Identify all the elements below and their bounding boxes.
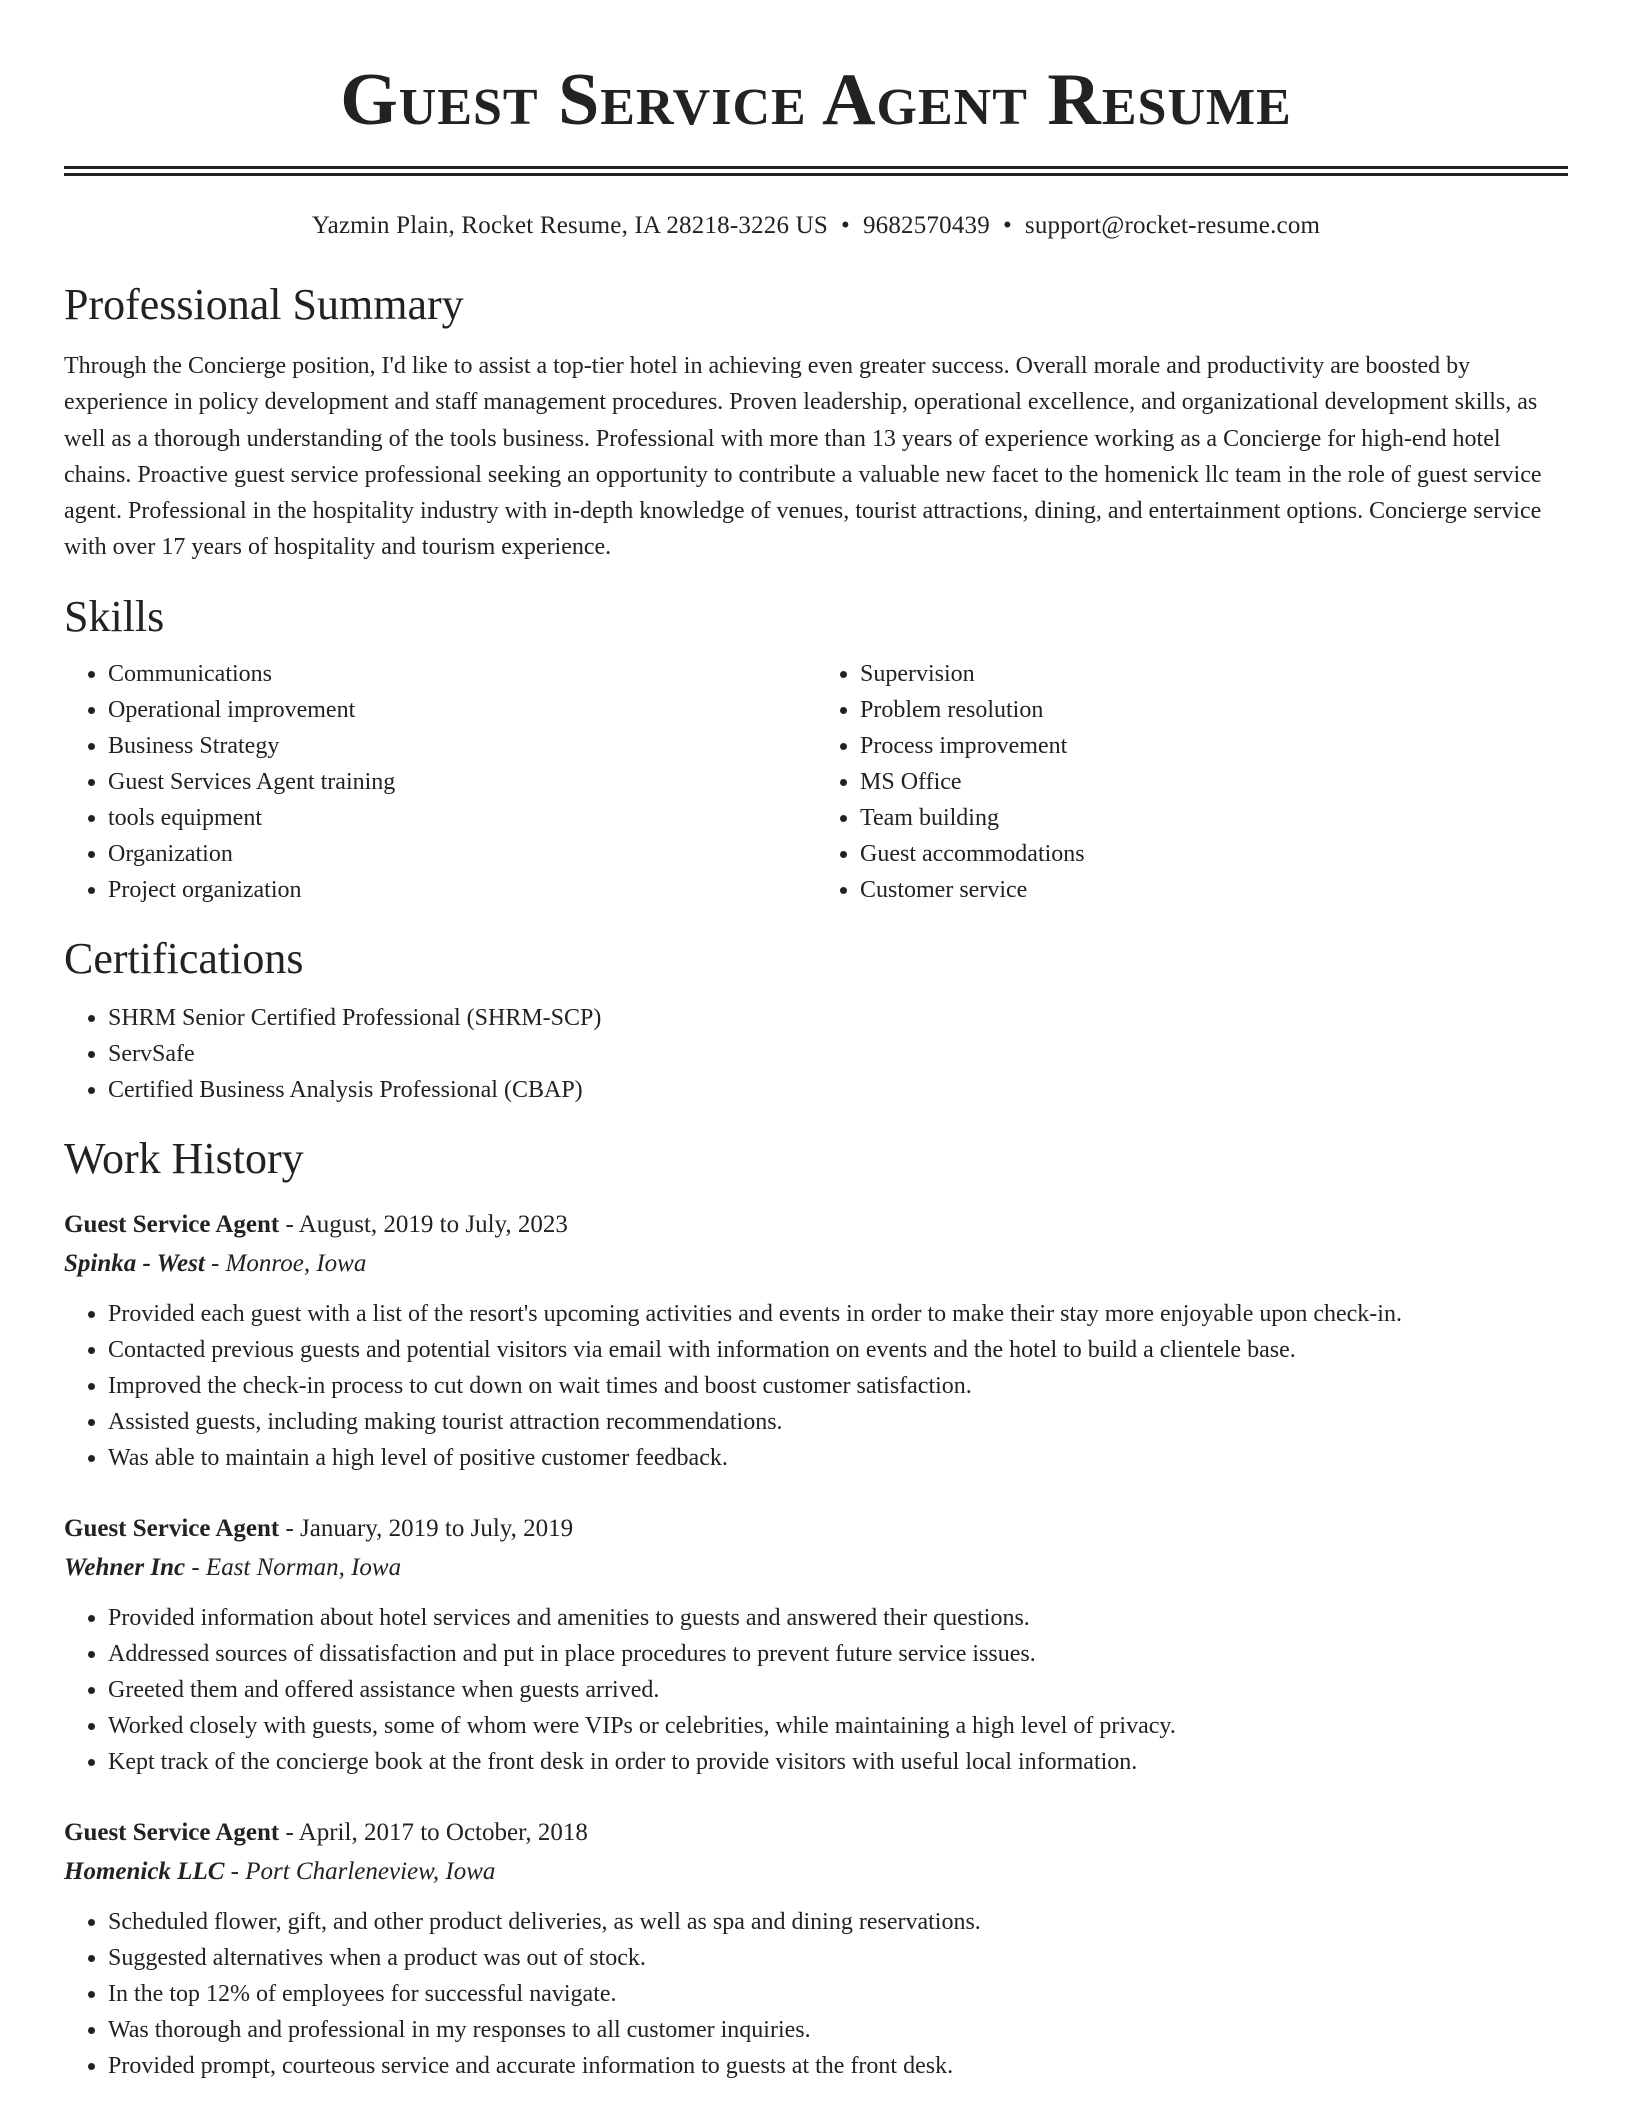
work-history-heading: Work History (64, 1133, 304, 1183)
certifications-list (64, 1000, 1568, 1108)
job-bullets (64, 1904, 1568, 2084)
job-bullet: • Assisted guests, including making tourist attraction recommendations. (108, 1404, 1568, 1440)
resume-title: Guest Service Agent Resume (340, 59, 1292, 141)
job-title: Guest Service Agent (64, 1514, 280, 1542)
skill-item: • Guest accommodations (860, 836, 1568, 872)
skill-item: • Team building (860, 800, 1568, 836)
certifications-heading: Certifications (64, 933, 304, 983)
job-bullet: • Greeted them and offered assistance when guests arrived. (108, 1672, 1568, 1708)
skills-left-list (64, 656, 816, 908)
skill-item: • Guest Services Agent training (108, 764, 816, 800)
contact-address: Yazmin Plain, Rocket Resume, IA 28218-3226 US (311, 212, 828, 239)
job-bullet: • Addressed sources of dissatisfaction and put in place procedures to prevent future service issues. (108, 1636, 1568, 1672)
certification-item: • SHRM Senior Certified Professional (SHRM-SCP) (108, 1000, 1568, 1036)
job-company-line (64, 1548, 1568, 1588)
job-company: Homenick LLC (64, 1857, 225, 1885)
skills-columns (64, 656, 1568, 908)
job-bullet: • Provided prompt, courteous service and accurate information to guests at the front desk. (108, 2048, 1568, 2084)
job-company-line (64, 1852, 1568, 1892)
job-title: Guest Service Agent (64, 1210, 280, 1238)
job-bullet: • Contacted previous guests and potential visitors via email with information on events and the hotel to build a clientele base. (108, 1332, 1568, 1368)
skill-item: • Business Strategy (108, 728, 816, 764)
skills-heading: Skills (64, 591, 165, 641)
job-bullet: • Suggested alternatives when a product was out of stock. (108, 1940, 1568, 1976)
skill-item: • Problem resolution (860, 692, 1568, 728)
job-bullet: • Was able to maintain a high level of positive customer feedback. (108, 1440, 1568, 1476)
job-bullet: • In the top 12% of employees for successful navigate. (108, 1976, 1568, 2012)
job-title-line (64, 1206, 1568, 1244)
title-double-rule (64, 166, 1568, 176)
certification-item: • Certified Business Analysis Professional (CBAP) (108, 1072, 1568, 1108)
summary-heading: Professional Summary (64, 280, 464, 329)
contact-phone: 9682570439 (862, 212, 990, 239)
skill-item: • Project organization (108, 872, 816, 908)
skill-item: • Communications (108, 656, 816, 692)
job-entry (64, 1206, 1568, 1476)
skill-item: • tools equipment (108, 800, 816, 836)
contact-email: support@rocket-resume.com (1024, 212, 1321, 239)
certification-item: • ServSafe (108, 1036, 1568, 1072)
job-location: - East Norman, Iowa (185, 1553, 402, 1581)
skills-right-list (816, 656, 1568, 908)
job-entry (64, 1814, 1568, 2084)
job-location: - Port Charleneview, Iowa (224, 1857, 496, 1885)
job-company: Spinka - West (64, 1249, 205, 1277)
summary-text: Through the Concierge position, I'd like to assist a top-tier hotel in achieving even greater success. Overall morale and productivity are boosted by experience in policy development and staff management procedures. Proven leadership, operational excellence, and organizational development skills, as well as a thorough understanding of the tools business. Professional with more than 13 years of experience working as a Concierge for high-end hotel chains. Proactive guest service professional seeking an opportunity to contribute a valuable new facet to the homenick llc team in the role of guest service agent. Professional in the hospitality industry with in-depth knowledge of venues, tourist attractions, dining, and entertainment options. Concierge service with over 17 years of hospitality and tourism experience. (64, 353, 1542, 561)
job-dates: - August, 2019 to July, 2023 (279, 1210, 568, 1238)
job-bullets (64, 1600, 1568, 1780)
job-location: - Monroe, Iowa (204, 1249, 367, 1277)
job-title-line (64, 1814, 1568, 1852)
job-bullet: • Provided information about hotel services and amenities to guests and answered their questions. (108, 1600, 1568, 1636)
skill-item: • Operational improvement (108, 692, 816, 728)
skill-item: • Supervision (860, 656, 1568, 692)
job-dates: - January, 2019 to July, 2019 (279, 1514, 574, 1542)
job-company: Wehner Inc (64, 1553, 186, 1581)
job-bullet: • Provided each guest with a list of the resort's upcoming activities and events in order to make their stay more enjoyable upon check-in. (108, 1296, 1568, 1332)
job-entry (64, 1510, 1568, 1780)
skill-item: • MS Office (860, 764, 1568, 800)
job-bullet: • Scheduled flower, gift, and other product deliveries, as well as spa and dining reservations. (108, 1904, 1568, 1940)
skill-item: • Organization (108, 836, 816, 872)
skill-item: • Process improvement (860, 728, 1568, 764)
job-bullet: • Improved the check-in process to cut down on wait times and boost customer satisfaction. (108, 1368, 1568, 1404)
contact-separator: • (1002, 212, 1012, 239)
contact-line (64, 210, 1568, 242)
contact-separator: • (840, 212, 850, 239)
job-company-line (64, 1244, 1568, 1284)
job-bullet: • Worked closely with guests, some of whom were VIPs or celebrities, while maintaining a high level of privacy. (108, 1708, 1568, 1744)
job-bullet: • Kept track of the concierge book at the front desk in order to provide visitors with useful local information. (108, 1744, 1568, 1780)
job-bullet: • Was thorough and professional in my responses to all customer inquiries. (108, 2012, 1568, 2048)
job-bullets (64, 1296, 1568, 1476)
job-title: Guest Service Agent (64, 1818, 280, 1846)
job-dates: - April, 2017 to October, 2018 (279, 1818, 588, 1846)
job-title-line (64, 1510, 1568, 1548)
skill-item: • Customer service (860, 872, 1568, 908)
